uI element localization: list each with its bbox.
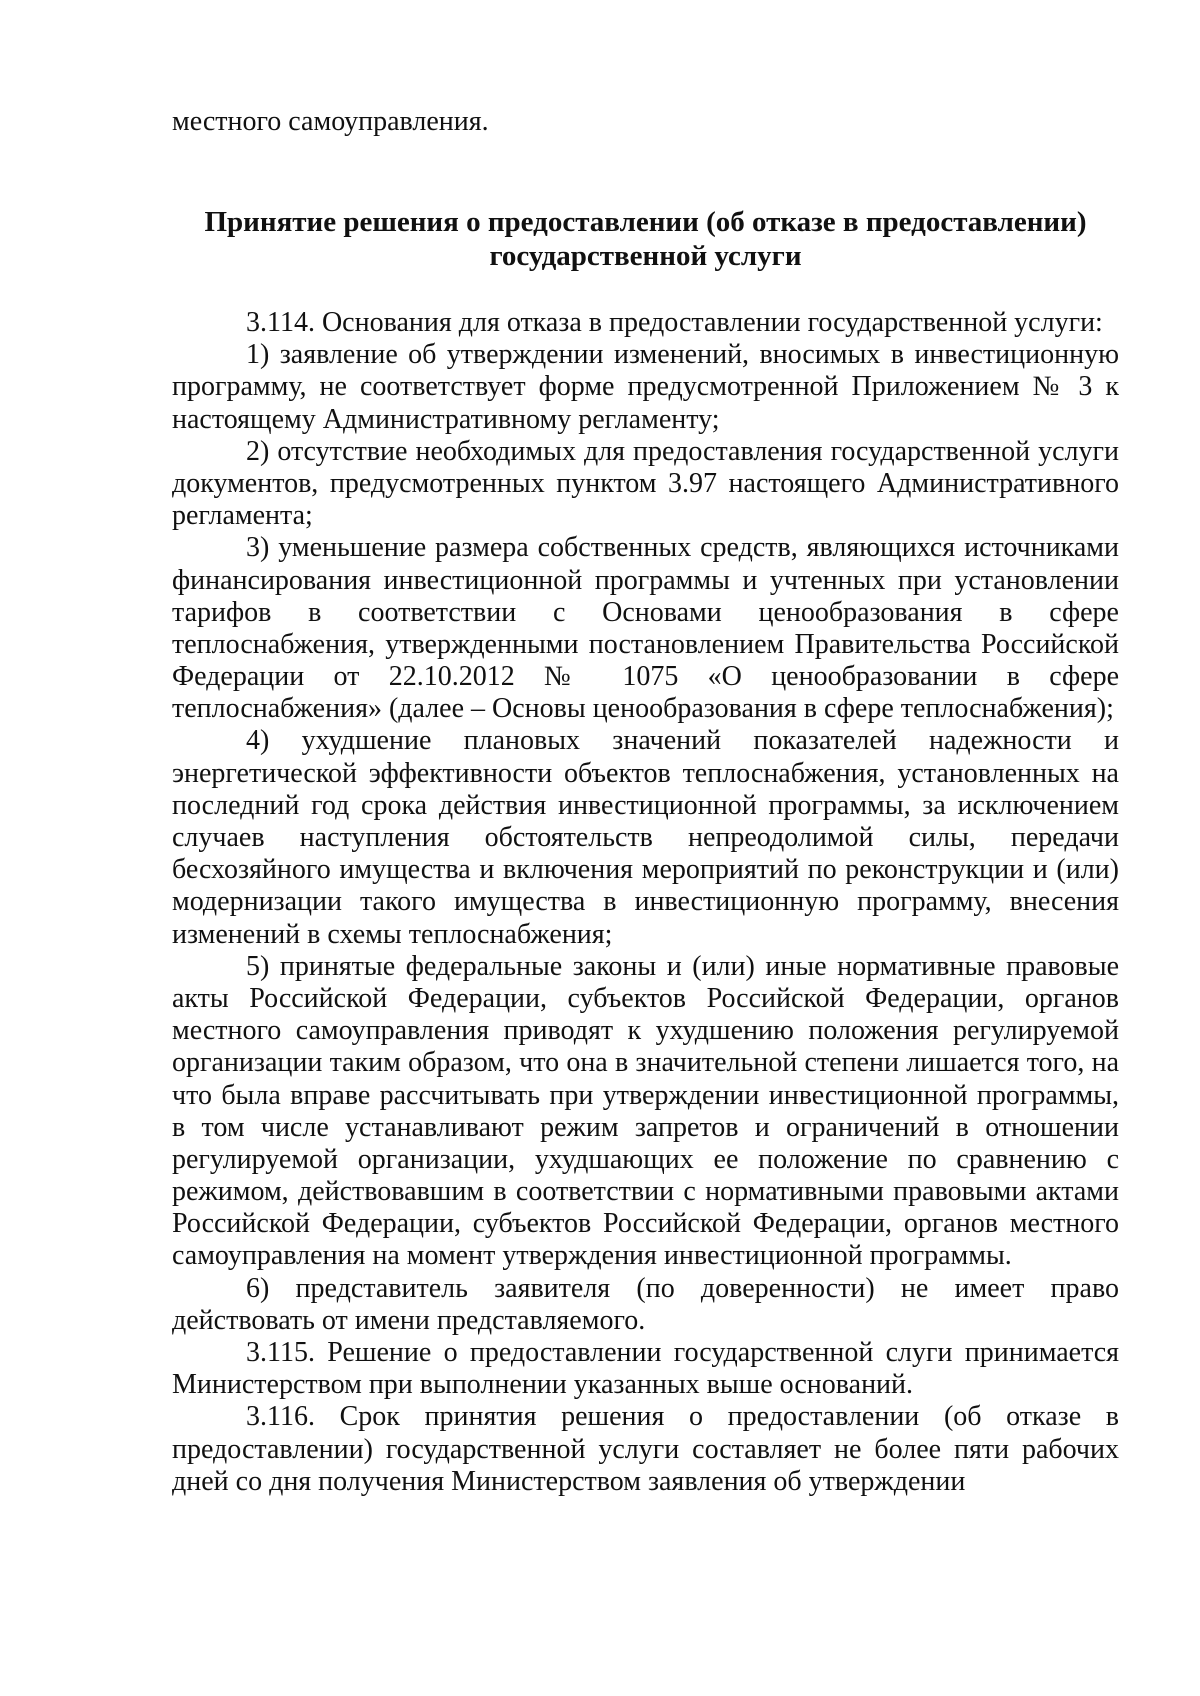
continuation-text: местного самоуправления.	[172, 106, 489, 137]
section-heading	[172, 206, 1119, 273]
list-item-4: 4) ухудшение плановых значений показателей надежности и энергетической эффективности объектов теплоснабжения, установленных на последний год срока действия инвестиционной программы, за исключением случаев наступления обстоятельств непреодолимой силы, передачи бесхозяйного имущества и включения мероприятий по реконструкции и (или) модернизации такого имущества в инвестиционную программу, внесения изменений в схемы теплоснабжения;	[172, 725, 1119, 950]
section-heading-line-1: Принятие решения о предоставлении (об отказе в предоставлении)	[204, 206, 1087, 238]
document-body	[172, 307, 1119, 1498]
section-heading-line-2: государственной услуги	[489, 239, 802, 272]
paragraph-3-115: 3.115. Решение о предоставлении государственной слуги принимается Министерством при выполнении указанных выше оснований.	[172, 1337, 1119, 1401]
list-item-3: 3) уменьшение размера собственных средств, являющихся источниками финансирования инвестиционной программы и учтенных при установлении тарифов в соответствии с Основами ценообразования в сфере теплоснабжения, утвержденными постановлением Правительства Российской Федерации от 22.10.2012 № 1075 «О ценообразовании в сфере теплоснабжения» (далее – Основы ценообразования в сфере теплоснабжения);	[172, 532, 1119, 725]
list-item-6: 6) представитель заявителя (по доверенности) не имеет право действовать от имени представляемого.	[172, 1272, 1119, 1336]
list-item-2: 2) отсутствие необходимых для предоставления государственной услуги документов, предусмотренных пунктом 3.97 настоящего Административного регламента;	[172, 435, 1119, 532]
list-item-5: 5) принятые федеральные законы и (или) иные нормативные правовые акты Российской Федерации, субъектов Российской Федерации, органов местного самоуправления приводят к ухудшению положения регулируемой организации таким образом, что она в значительной степени лишается того, на что была вправе рассчитывать при утверждении инвестиционной программы, в том числе устанавливают режим запретов и ограничений в отношении регулируемой организации, ухудшающих ее положение по сравнению с режимом, действовавшим в соответствии с нормативными правовыми актами Российской Федерации, субъектов Российской Федерации, органов местного самоуправления на момент утверждения инвестиционной программы.	[172, 950, 1119, 1272]
list-item-1: 1) заявление об утверждении изменений, вносимых в инвестиционную программу, не соответствует форме предусмотренной Приложением № 3 к настоящему Административному регламенту;	[172, 339, 1119, 435]
paragraph-3-116: 3.116. Срок принятия решения о предоставлении (об отказе в предоставлении) государственной услуги составляет не более пяти рабочих дней со дня получения Министерством заявления об утверждении	[172, 1401, 1119, 1497]
paragraph-3-114: 3.114. Основания для отказа в предоставлении государственной услуги:	[246, 307, 1103, 338]
